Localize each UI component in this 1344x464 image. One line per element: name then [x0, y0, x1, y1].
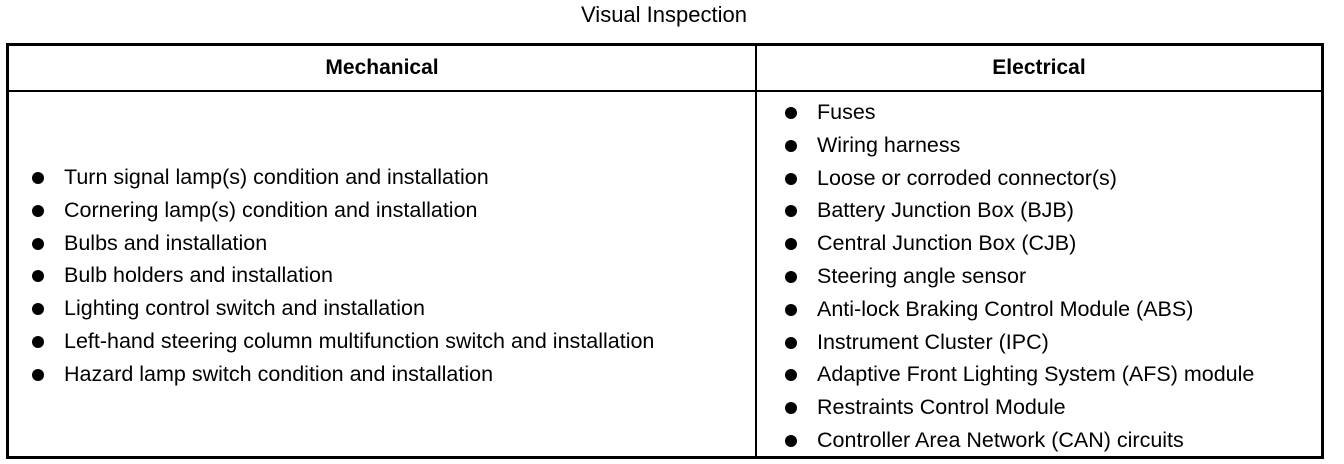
mechanical-item — [32, 161, 654, 194]
electrical-item-text: Steering angle sensor — [817, 263, 1027, 288]
bullet-icon — [32, 270, 44, 282]
mechanical-item-text: Lighting control switch and installation — [64, 296, 425, 321]
mechanical-item — [32, 358, 654, 391]
mechanical-item — [32, 227, 654, 260]
mechanical-item-text: Bulb holders and installation — [64, 263, 333, 288]
mechanical-column-header: Mechanical — [325, 56, 439, 79]
mechanical-item — [32, 292, 654, 325]
electrical-cell — [757, 92, 1321, 456]
inspection-table — [6, 43, 1324, 459]
mechanical-item-text: Left-hand steering column multifunction switch and installation — [64, 328, 655, 353]
electrical-item-text: Fuses — [817, 100, 876, 124]
electrical-item-text: Battery Junction Box (BJB) — [817, 198, 1074, 223]
electrical-item — [785, 129, 1254, 162]
bullet-icon — [32, 172, 44, 184]
bullet-icon — [785, 402, 797, 414]
electrical-item-text: Wiring harness — [817, 132, 961, 157]
bullet-icon — [785, 271, 797, 283]
electrical-item-text: Adaptive Front Lighting System (AFS) module — [817, 362, 1255, 387]
bullet-icon — [32, 205, 44, 217]
mechanical-item-text: Hazard lamp switch condition and installation — [64, 361, 494, 386]
bullet-icon — [32, 238, 44, 250]
mechanical-list — [32, 161, 654, 391]
electrical-item — [785, 96, 1254, 129]
bullet-icon — [785, 205, 797, 217]
bullet-icon — [785, 369, 797, 381]
bullet-icon — [785, 337, 797, 349]
electrical-list — [785, 96, 1254, 457]
bullet-icon — [785, 173, 797, 185]
electrical-item — [785, 227, 1254, 260]
mechanical-item — [32, 194, 654, 227]
mechanical-item — [32, 259, 654, 292]
mechanical-cell — [9, 92, 755, 456]
electrical-item — [785, 162, 1254, 195]
table-title: Visual Inspection — [581, 2, 747, 27]
bullet-icon — [32, 336, 44, 348]
mechanical-item-text: Turn signal lamp(s) condition and installation — [64, 165, 489, 189]
mechanical-item-text: Bulbs and installation — [64, 230, 268, 255]
bullet-icon — [32, 369, 44, 381]
electrical-item-text: Central Junction Box (CJB) — [817, 231, 1077, 256]
electrical-item-text: Loose or corroded connector(s) — [817, 165, 1117, 190]
bullet-icon — [32, 303, 44, 315]
bullet-icon — [785, 304, 797, 316]
electrical-column-header: Electrical — [992, 56, 1086, 79]
electrical-item-text: Anti-lock Braking Control Module (ABS) — [817, 296, 1194, 321]
electrical-item — [785, 260, 1254, 293]
electrical-item-text: Restraints Control Module — [817, 395, 1066, 420]
electrical-item-text: Controller Area Network (CAN) circuits — [817, 427, 1184, 452]
bullet-icon — [785, 140, 797, 152]
bullet-icon — [785, 107, 797, 119]
bullet-icon — [785, 238, 797, 250]
electrical-item-text: Instrument Cluster (IPC) — [817, 329, 1049, 354]
electrical-item — [785, 194, 1254, 227]
bullet-icon — [785, 435, 797, 447]
electrical-item — [785, 424, 1254, 457]
electrical-item — [785, 358, 1254, 391]
mechanical-item — [32, 325, 654, 358]
electrical-item — [785, 391, 1254, 424]
mechanical-item-text: Cornering lamp(s) condition and installation — [64, 197, 478, 222]
electrical-item — [785, 326, 1254, 359]
electrical-item — [785, 293, 1254, 326]
